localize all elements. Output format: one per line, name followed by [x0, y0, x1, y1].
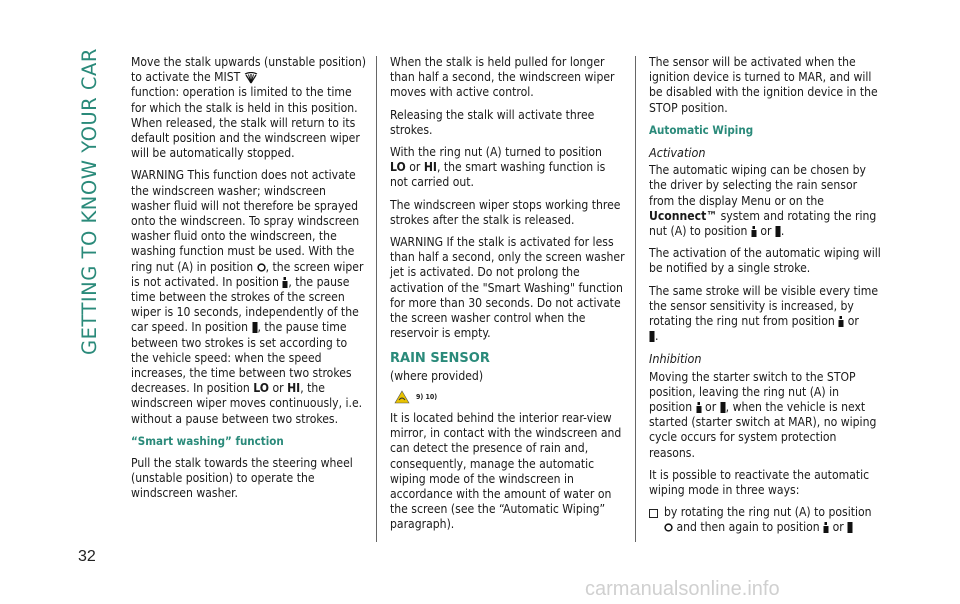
- col1-paragraph-1: Move the stalk upwards (unstable position) to activate the MIST function: operation is limited to the time for which the stalk is held in this position. When released, the stalk will return to its default position and the windscreen wiper will be automatically stopped.: [131, 55, 367, 161]
- warning-reference: 9) 10): [394, 390, 626, 405]
- interval-position-icon: [838, 316, 844, 327]
- col2-paragraph-6: It is located behind the interior rear-view mirror, in contact with the windscreen and can detect the presence of rain and, consequently, manage the automatic wiping mode of the windscreen in accordance with the amount of water on the screen (see the “Automatic Wiping” paragraph).: [390, 411, 622, 532]
- auto-position-icon: [775, 226, 781, 237]
- col2-paragraph-5: WARNING If the stalk is activated for less than half a second, only the screen washer jet is activated. Do not prolong the activation of the "Smart Washing" function for more than 30 seconds. Do not activate the screen washer control when the reservoir is empty.: [390, 235, 625, 341]
- col3-paragraph-6: It is possible to reactivate the automatic wiping mode in three ways:: [649, 467, 870, 498]
- col3-paragraph-2: The automatic wiping can be chosen by the driver by selecting the rain sensor from the display Menu or on the Uconnect™ system and rotating the ring nut (A) to position or .: [649, 163, 877, 239]
- rain-sensor-heading: RAIN SENSOR: [390, 351, 490, 367]
- col3-paragraph-3: The activation of the automatic wiping will be notified by a single stroke.: [649, 246, 881, 276]
- col2-paragraph-3: With the ring nut (A) turned to position LO or HI, the smart washing function is not carried out.: [390, 145, 606, 190]
- mist-wiper-icon: [244, 72, 258, 84]
- checkbox-bullet-icon: [649, 509, 658, 518]
- col2-paragraph-1: When the stalk is held pulled for longer than half a second, the windscreen wiper moves with active control.: [390, 55, 615, 100]
- interval-position-icon: [823, 522, 829, 533]
- col3-paragraph-5: Moving the starter switch to the STOP position, leaving the ring nut (A) in position or , when the vehicle is next started (starter switch at MAR), no wiping cycle occurs for system protection reasons.: [649, 369, 877, 460]
- col3-paragraph-1: The sensor will be activated when the ignition device is turned to MAR, and will be disabled with the ignition device in the STOP position.: [649, 55, 878, 115]
- activation-subheading: Activation: [649, 145, 706, 161]
- where-provided: (where provided): [390, 368, 484, 383]
- off-position-icon: [257, 263, 266, 272]
- interval-position-icon: [696, 402, 702, 413]
- column-2: [390, 55, 626, 540]
- watermark: carmanualsonline.info: [585, 578, 780, 600]
- interval-position-icon: [751, 226, 757, 237]
- col2-paragraph-4: The windscreen wiper stops working three strokes after the stalk is released.: [390, 197, 621, 227]
- column-divider-1: [376, 56, 377, 542]
- column-divider-2: [635, 56, 636, 542]
- page-number: 32: [78, 548, 96, 565]
- smart-washing-heading: “Smart washing” function: [131, 433, 284, 448]
- col1-paragraph-2: WARNING This function does not activate the windscreen washer; windscreen washer fluid will not therefore be sprayed onto the windscreen. To spray windscreen washer fluid onto the windscreen, the washing function must be used. With the ring nut (A) in position , the screen wiper is not activated. In position , the pause time between the strokes of the screen wiper is 10 seconds, independently of the car speed. In position , the pause time between two strokes is set according to the vehicle speed: when the speed increases, the time between two strokes decreases. In position LO or HI, the windscreen wiper moves continuously, i.e. without a pause between two strokes.: [131, 168, 364, 426]
- list-item: by rotating the ring nut (A) to position and then again to position or: [649, 505, 885, 535]
- col1-paragraph-3: Pull the stalk towards the steering wheel (unstable position) to operate the windscreen washer.: [131, 456, 353, 501]
- auto-position-icon: [649, 331, 655, 342]
- inhibition-subheading: Inhibition: [649, 351, 702, 367]
- col2-paragraph-2: Releasing the stalk will activate three strokes.: [390, 107, 595, 137]
- column-1: [131, 55, 367, 509]
- side-title: GETTING TO KNOW YOUR CAR: [78, 48, 101, 355]
- off-position-icon: [664, 523, 673, 532]
- column-3: [649, 55, 885, 536]
- automatic-wiping-heading: Automatic Wiping: [649, 122, 754, 137]
- auto-position-icon: [847, 522, 853, 533]
- warning-triangle-icon: [394, 390, 410, 404]
- col3-paragraph-4: The same stroke will be visible every time the sensor sensitivity is increased, by rotating the ring nut from position or .: [649, 283, 879, 344]
